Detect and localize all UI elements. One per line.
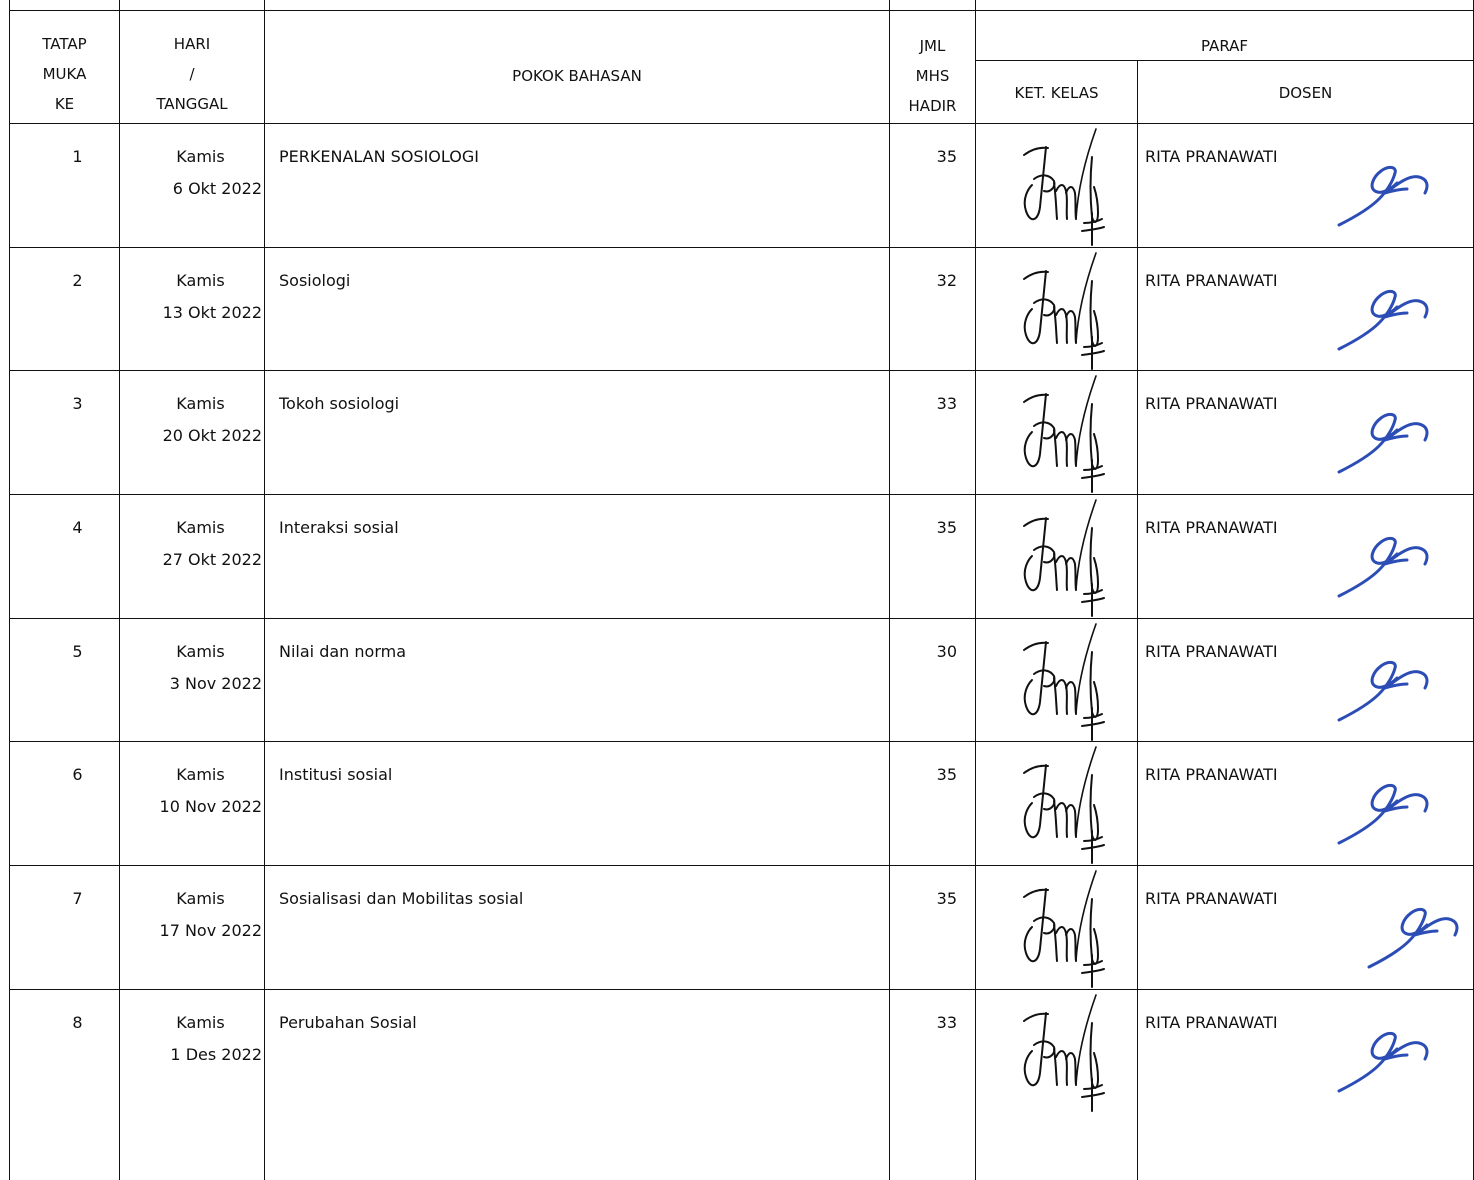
meeting-number: 2 [72,271,83,290]
meeting-number: 8 [72,1013,83,1032]
topic-text: Perubahan Sosial [279,1013,417,1032]
meeting-date: 27 Okt 2022 [162,550,262,569]
header-line: / [189,65,195,83]
lecturer-name: RITA PRANAWATI [1145,518,1278,537]
signature-stroke [1076,253,1096,343]
meeting-number: 5 [72,642,83,661]
attendance-count: 35 [936,889,957,908]
signature-stroke [1034,546,1054,562]
attendance-count: 33 [936,1013,957,1032]
header-tatap-muka [10,32,119,116]
header-line: MHS [915,67,950,85]
day-name: Kamis [176,147,225,166]
signature-stroke [1339,1033,1397,1091]
topic-text: PERKENALAN SOSIOLOGI [279,147,479,166]
lecturer-signature [1335,287,1435,357]
signature-stroke [1056,680,1067,714]
topic-text: Nilai dan norma [279,642,406,661]
lecturer-name: RITA PRANAWATI [1145,394,1278,413]
signature-stroke [1076,747,1096,837]
class-rep-signature [1006,869,1116,999]
header-line: HARI [173,35,211,53]
lecturer-signature [1335,534,1435,604]
header-line: HADIR [908,97,957,115]
header-dosen: DOSEN [1278,84,1333,102]
meeting-date: 17 Nov 2022 [159,921,262,940]
signature-stroke [1034,175,1054,191]
day-name: Kamis [176,394,225,413]
day-name: Kamis [176,889,225,908]
class-rep-signature [1006,498,1116,628]
lecturer-signature [1335,163,1435,233]
signature-stroke [1056,556,1067,590]
table-border [9,10,1474,11]
attendance-count: 30 [936,642,957,661]
class-rep-signature [1006,993,1116,1123]
meeting-date: 10 Nov 2022 [159,797,262,816]
header-line: TATAP [42,35,87,53]
signature-stroke [1025,147,1046,219]
signature-stroke [1025,1013,1046,1085]
header-jml-mhs-hadir [890,34,975,118]
header-line: MUKA [42,65,87,83]
table-border [975,0,976,1180]
lecturer-name: RITA PRANAWATI [1145,1013,1278,1032]
signature-stroke [1025,642,1046,714]
attendance-count: 35 [936,765,957,784]
table-border [9,741,1474,742]
header-line: JML [919,37,946,55]
signature-stroke [1339,538,1397,596]
lecturer-name: RITA PRANAWATI [1145,889,1278,908]
attendance-count: 35 [936,147,957,166]
table-border [264,0,265,1180]
day-name: Kamis [176,1013,225,1032]
topic-text: Tokoh sosiologi [279,394,400,413]
class-rep-signature [1006,622,1116,752]
table-border [9,989,1474,990]
day-name: Kamis [176,642,225,661]
signature-stroke [1076,624,1096,714]
signature-stroke [1034,1041,1054,1057]
signature-stroke [1076,500,1096,590]
table-border [889,0,890,1180]
lecturer-name: RITA PRANAWATI [1145,765,1278,784]
signature-stroke [1025,765,1046,837]
meeting-number: 1 [72,147,83,166]
signature-stroke [1339,662,1397,720]
class-rep-signature [1006,374,1116,504]
signature-stroke [1034,422,1054,438]
signature-stroke [1056,309,1067,343]
lecturer-signature [1335,1029,1435,1099]
table-border [9,123,1474,124]
signature-stroke [1025,518,1046,590]
signature-stroke [1056,185,1067,219]
meeting-date: 3 Nov 2022 [169,674,262,693]
attendance-count: 35 [936,518,957,537]
attendance-count: 33 [936,394,957,413]
header-pokok-bahasan: POKOK BAHASAN [512,67,642,85]
signature-stroke [1339,414,1397,472]
day-name: Kamis [176,518,225,537]
signature-stroke [1369,909,1427,967]
lecturer-name: RITA PRANAWATI [1145,147,1278,166]
signature-stroke [1339,785,1397,843]
lecturer-signature [1335,658,1435,728]
signature-stroke [1025,889,1046,961]
lecturer-name: RITA PRANAWATI [1145,642,1278,661]
header-paraf: PARAF [1200,37,1249,55]
table-border [9,618,1474,619]
signature-stroke [1339,291,1397,349]
topic-text: Institusi sosial [279,765,393,784]
signature-stroke [1339,167,1397,225]
class-rep-signature [1006,745,1116,875]
meeting-date: 6 Okt 2022 [172,179,262,198]
signature-stroke [1076,129,1096,219]
header-hari-tanggal [120,32,264,116]
signature-stroke [1076,376,1096,466]
signature-stroke [1025,271,1046,343]
class-rep-signature [1006,127,1116,257]
day-name: Kamis [176,765,225,784]
table-border [9,0,10,1180]
signature-stroke [1056,1051,1067,1085]
lecturer-signature [1335,781,1435,851]
meeting-number: 6 [72,765,83,784]
attendance-count: 32 [936,271,957,290]
meeting-date: 13 Okt 2022 [162,303,262,322]
meeting-number: 7 [72,889,83,908]
table-border [9,370,1474,371]
signature-stroke [1034,917,1054,933]
class-rep-signature [1006,251,1116,381]
signature-stroke [1025,394,1046,466]
header-line: KE [54,95,75,113]
meeting-number: 3 [72,394,83,413]
header-line: TANGGAL [156,95,228,113]
lecturer-signature [1335,410,1435,480]
signature-stroke [1056,927,1067,961]
topic-text: Sosialisasi dan Mobilitas sosial [279,889,524,908]
meeting-date: 1 Des 2022 [170,1045,262,1064]
table-border [975,60,1474,61]
table-border [1137,60,1138,1180]
signature-stroke [1034,299,1054,315]
topic-text: Interaksi sosial [279,518,399,537]
signature-stroke [1034,793,1054,809]
lecturer-signature [1365,905,1465,975]
topic-text: Sosiologi [279,271,351,290]
signature-stroke [1056,432,1067,466]
table-border [9,865,1474,866]
table-border [9,247,1474,248]
meeting-number: 4 [72,518,83,537]
signature-stroke [1034,670,1054,686]
day-name: Kamis [176,271,225,290]
header-ket-kelas: KET. KELAS [1014,84,1099,102]
signature-stroke [1076,871,1096,961]
signature-stroke [1056,803,1067,837]
signature-stroke [1076,995,1096,1085]
meeting-date: 20 Okt 2022 [162,426,262,445]
lecturer-name: RITA PRANAWATI [1145,271,1278,290]
table-border [9,494,1474,495]
